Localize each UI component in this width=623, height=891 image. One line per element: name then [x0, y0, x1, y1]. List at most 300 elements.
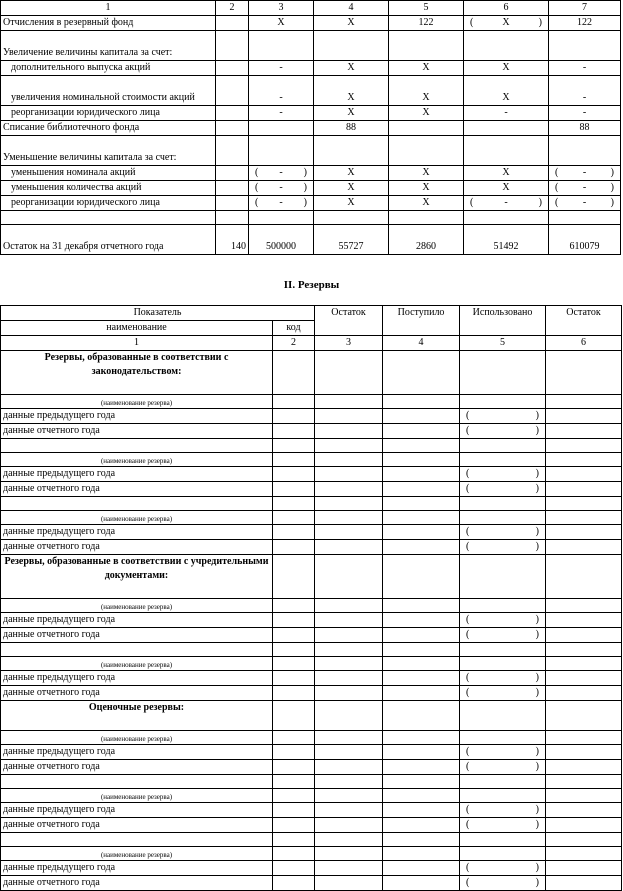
cell: X — [464, 76, 549, 106]
cell — [383, 803, 460, 818]
cell — [383, 409, 460, 424]
table-row — [1, 181, 621, 196]
table-row — [1, 525, 622, 540]
cell — [315, 643, 383, 657]
prev-year-label: данные предыдущего года — [1, 861, 273, 876]
cell — [546, 453, 622, 467]
cell: X — [464, 166, 549, 181]
cell: X — [389, 76, 464, 106]
cell — [273, 439, 315, 453]
prev-year-label: данные предыдущего года — [1, 409, 273, 424]
total-row — [1, 225, 621, 255]
col-header: 3 — [249, 1, 314, 16]
cell — [315, 525, 383, 540]
group-title: Резервы, образованные в соответствии с учредительными документами: — [1, 555, 273, 599]
used-cell: ( ) — [460, 424, 546, 439]
cell — [546, 482, 622, 497]
cell — [273, 657, 315, 671]
prev-year-label: данные предыдущего года — [1, 525, 273, 540]
reserve-name-hint: (наименование резерва) — [1, 511, 273, 525]
cell — [315, 657, 383, 671]
cell: ( - ) — [249, 166, 314, 181]
cell — [273, 833, 315, 847]
table-row — [1, 439, 622, 453]
table-row — [1, 671, 622, 686]
cell: ( - ) — [549, 166, 621, 181]
used-cell: ( ) — [460, 745, 546, 760]
cell — [546, 671, 622, 686]
section-title: II. Резервы — [283, 279, 340, 291]
cell — [273, 628, 315, 643]
col-number: 6 — [546, 336, 622, 351]
cell — [273, 847, 315, 861]
cell — [315, 467, 383, 482]
cell — [460, 833, 546, 847]
cell: X — [314, 106, 389, 121]
cell — [460, 599, 546, 613]
table-row — [1, 847, 622, 861]
used-cell: ( ) — [460, 613, 546, 628]
cell — [273, 599, 315, 613]
balance-start-header: Остаток — [315, 306, 383, 336]
cell — [273, 525, 315, 540]
used-cell: ( ) — [460, 760, 546, 775]
cell: X — [389, 181, 464, 196]
code-header: код — [273, 321, 315, 336]
cell — [315, 555, 383, 599]
cell — [546, 613, 622, 628]
group-title: Резервы, образованные в соответствии с законодательством: — [1, 351, 273, 395]
cell — [273, 540, 315, 555]
cell — [315, 409, 383, 424]
cell — [315, 395, 383, 409]
cell — [315, 497, 383, 511]
curr-year-label: данные отчетного года — [1, 540, 273, 555]
col-number: 5 — [460, 336, 546, 351]
cell — [460, 511, 546, 525]
cell — [383, 643, 460, 657]
cell — [546, 745, 622, 760]
cell — [383, 497, 460, 511]
code-cell: 140 — [216, 225, 249, 255]
cell — [460, 847, 546, 861]
cell — [383, 775, 460, 789]
reserve-name-hint: (наименование резерва) — [1, 453, 273, 467]
curr-year-label: данные отчетного года — [1, 686, 273, 701]
cell — [383, 599, 460, 613]
reserve-name-hint: (наименование резерва) — [1, 789, 273, 803]
cell — [546, 861, 622, 876]
table-row — [1, 731, 622, 745]
cell — [273, 775, 315, 789]
curr-year-label: данные отчетного года — [1, 482, 273, 497]
table-row — [1, 701, 622, 731]
reserve-name-hint: (наименование резерва) — [1, 731, 273, 745]
cell — [1, 643, 273, 657]
col-number: 2 — [273, 336, 315, 351]
used-cell: ( ) — [460, 482, 546, 497]
row-label: дополнительного выпуска акций — [1, 61, 216, 76]
indicator-header: Показатель — [1, 306, 315, 321]
cell: X — [389, 106, 464, 121]
col-header: 1 — [1, 1, 216, 16]
table-row — [1, 613, 622, 628]
reserve-name-hint: (наименование резерва) — [1, 395, 273, 409]
cell — [273, 497, 315, 511]
cell — [546, 409, 622, 424]
cell — [273, 555, 315, 599]
cell — [315, 599, 383, 613]
cell — [546, 803, 622, 818]
used-cell: ( ) — [460, 818, 546, 833]
cell — [315, 818, 383, 833]
used-cell: ( ) — [460, 467, 546, 482]
cell — [546, 701, 622, 731]
cell — [273, 671, 315, 686]
cell: - — [549, 76, 621, 106]
table-row — [1, 540, 622, 555]
col-header: 7 — [549, 1, 621, 16]
spacer-row — [1, 211, 621, 225]
cell — [273, 482, 315, 497]
cell: X — [314, 196, 389, 211]
cell — [546, 643, 622, 657]
cell — [383, 555, 460, 599]
cell: X — [314, 61, 389, 76]
cell: - — [549, 61, 621, 76]
cell — [460, 351, 546, 395]
cell — [273, 395, 315, 409]
cell — [460, 395, 546, 409]
cell: ( - ) — [249, 196, 314, 211]
cell — [383, 671, 460, 686]
cell — [273, 453, 315, 467]
cell — [273, 686, 315, 701]
used-cell: ( ) — [460, 409, 546, 424]
cell: 500000 — [249, 225, 314, 255]
cell — [460, 439, 546, 453]
reserve-name-hint: (наименование резерва) — [1, 847, 273, 861]
cell — [383, 467, 460, 482]
cell — [383, 745, 460, 760]
cell — [315, 775, 383, 789]
table-row — [1, 511, 622, 525]
row-label: Отчисления в резервный фонд — [1, 16, 216, 31]
table-row — [1, 121, 621, 136]
col-number: 4 — [383, 336, 460, 351]
cell — [383, 701, 460, 731]
cell — [383, 540, 460, 555]
cell — [315, 511, 383, 525]
cell — [315, 731, 383, 745]
table-row — [1, 136, 621, 166]
table-row — [1, 16, 621, 31]
reserve-name-hint: (наименование резерва) — [1, 657, 273, 671]
col-number: 3 — [315, 336, 383, 351]
cell — [315, 876, 383, 891]
cell: - — [464, 106, 549, 121]
col-header: 5 — [389, 1, 464, 16]
cell — [383, 453, 460, 467]
table-row — [1, 760, 622, 775]
header-row — [1, 1, 621, 16]
cell: - — [549, 106, 621, 121]
cell — [315, 861, 383, 876]
table-row — [1, 106, 621, 121]
cell — [273, 731, 315, 745]
row-label: реорганизации юридического лица — [1, 106, 216, 121]
cell — [383, 482, 460, 497]
row-label: уменьшения номинала акций — [1, 166, 216, 181]
cell: 51492 — [464, 225, 549, 255]
table-row — [1, 599, 622, 613]
cell: X — [314, 76, 389, 106]
cell — [383, 628, 460, 643]
cell — [546, 760, 622, 775]
cell: 2860 — [389, 225, 464, 255]
table-row — [1, 876, 622, 891]
cell — [273, 789, 315, 803]
cell: 122 — [389, 16, 464, 31]
cell — [546, 833, 622, 847]
table-row — [1, 497, 622, 511]
table-row — [1, 657, 622, 671]
row-label: увеличения номинальной стоимости акций — [1, 76, 216, 106]
used-cell: ( ) — [460, 686, 546, 701]
cell — [273, 803, 315, 818]
cell — [315, 671, 383, 686]
cell — [546, 686, 622, 701]
cell — [273, 760, 315, 775]
cell — [315, 686, 383, 701]
cell — [273, 467, 315, 482]
table-row — [1, 555, 622, 599]
table-row — [1, 686, 622, 701]
cell — [1, 775, 273, 789]
row-label: Остаток на 31 декабря отчетного года — [1, 225, 216, 255]
cell: X — [314, 181, 389, 196]
received-header: Поступило — [383, 306, 460, 336]
cell — [460, 701, 546, 731]
reserves-table — [0, 305, 622, 891]
prev-year-label: данные предыдущего года — [1, 745, 273, 760]
cell — [546, 424, 622, 439]
cell: ( - ) — [549, 196, 621, 211]
name-header: наименование — [1, 321, 273, 336]
table-row — [1, 409, 622, 424]
cell: - — [249, 76, 314, 106]
cell — [546, 351, 622, 395]
cell — [315, 833, 383, 847]
prev-year-label: данные предыдущего года — [1, 467, 273, 482]
curr-year-label: данные отчетного года — [1, 876, 273, 891]
cell — [273, 409, 315, 424]
cell — [315, 760, 383, 775]
cell — [383, 439, 460, 453]
cell — [460, 657, 546, 671]
prev-year-label: данные предыдущего года — [1, 671, 273, 686]
cell: X — [314, 166, 389, 181]
cell — [460, 731, 546, 745]
row-label: Уменьшение величины капитала за счет: — [1, 136, 216, 166]
used-header: Использовано — [460, 306, 546, 336]
used-cell: ( ) — [460, 671, 546, 686]
row-label: реорганизации юридического лица — [1, 196, 216, 211]
cell — [273, 643, 315, 657]
table-row — [1, 76, 621, 106]
cell — [1, 497, 273, 511]
used-cell: ( ) — [460, 803, 546, 818]
table-row — [1, 31, 621, 61]
cell — [460, 775, 546, 789]
used-cell: ( ) — [460, 861, 546, 876]
cell — [383, 833, 460, 847]
cell — [546, 657, 622, 671]
cell: 88 — [314, 121, 389, 136]
table-row — [1, 395, 622, 409]
cell — [546, 628, 622, 643]
cell — [546, 731, 622, 745]
cell — [383, 351, 460, 395]
cell — [1, 833, 273, 847]
cell — [315, 628, 383, 643]
capital-changes-table — [0, 0, 621, 255]
cell — [546, 876, 622, 891]
cell — [315, 482, 383, 497]
cell — [383, 731, 460, 745]
prev-year-label: данные предыдущего года — [1, 613, 273, 628]
cell — [546, 467, 622, 482]
cell — [315, 613, 383, 628]
cell — [315, 803, 383, 818]
cell: X — [389, 196, 464, 211]
cell — [460, 555, 546, 599]
cell — [315, 789, 383, 803]
table-row — [1, 424, 622, 439]
cell — [546, 511, 622, 525]
table-row — [1, 775, 622, 789]
cell — [315, 439, 383, 453]
cell — [315, 701, 383, 731]
cell — [383, 847, 460, 861]
cell — [546, 540, 622, 555]
balance-end-header: Остаток — [546, 306, 622, 336]
table-row — [1, 833, 622, 847]
cell — [383, 876, 460, 891]
cell: X — [389, 61, 464, 76]
curr-year-label: данные отчетного года — [1, 760, 273, 775]
row-label: Увеличение величины капитала за счет: — [1, 31, 216, 61]
table-row — [1, 745, 622, 760]
cell — [383, 511, 460, 525]
col-number: 1 — [1, 336, 273, 351]
cell — [383, 395, 460, 409]
used-cell: ( ) — [460, 525, 546, 540]
cell — [383, 686, 460, 701]
cell — [273, 876, 315, 891]
cell: 88 — [549, 121, 621, 136]
cell — [273, 351, 315, 395]
cell: 122 — [549, 16, 621, 31]
cell: ( X ) — [464, 16, 549, 31]
cell — [383, 424, 460, 439]
cell — [546, 599, 622, 613]
cell — [273, 613, 315, 628]
cell — [315, 424, 383, 439]
cell: ( - ) — [464, 196, 549, 211]
cell — [546, 525, 622, 540]
cell — [315, 540, 383, 555]
curr-year-label: данные отчетного года — [1, 424, 273, 439]
col-header: 2 — [216, 1, 249, 16]
cell: 55727 — [314, 225, 389, 255]
table-row — [1, 789, 622, 803]
cell — [315, 745, 383, 760]
cell — [273, 701, 315, 731]
cell — [383, 525, 460, 540]
table-row — [1, 482, 622, 497]
cell — [383, 760, 460, 775]
col-header: 6 — [464, 1, 549, 16]
cell: 610079 — [549, 225, 621, 255]
cell: X — [389, 166, 464, 181]
used-cell: ( ) — [460, 628, 546, 643]
cell — [546, 395, 622, 409]
cell — [383, 789, 460, 803]
cell — [383, 657, 460, 671]
col-header: 4 — [314, 1, 389, 16]
cell — [546, 555, 622, 599]
cell: X — [464, 61, 549, 76]
cell — [460, 789, 546, 803]
cell — [460, 453, 546, 467]
cell — [315, 351, 383, 395]
cell: X — [314, 16, 389, 31]
cell — [546, 497, 622, 511]
used-cell: ( ) — [460, 876, 546, 891]
curr-year-label: данные отчетного года — [1, 818, 273, 833]
curr-year-label: данные отчетного года — [1, 628, 273, 643]
code-cell — [216, 16, 249, 31]
cell — [1, 439, 273, 453]
cell — [273, 424, 315, 439]
cell — [315, 453, 383, 467]
cell: ( - ) — [249, 181, 314, 196]
cell — [315, 847, 383, 861]
table-row — [1, 803, 622, 818]
cell — [273, 511, 315, 525]
cell: - — [249, 61, 314, 76]
cell: X — [249, 16, 314, 31]
table-row — [1, 61, 621, 76]
table-row — [1, 643, 622, 657]
used-cell: ( ) — [460, 540, 546, 555]
table-row — [1, 861, 622, 876]
cell — [460, 643, 546, 657]
cell — [383, 861, 460, 876]
table-row — [1, 166, 621, 181]
cell — [546, 847, 622, 861]
reserve-name-hint: (наименование резерва) — [1, 599, 273, 613]
cell: X — [464, 181, 549, 196]
cell: ( - ) — [549, 181, 621, 196]
table-row — [1, 453, 622, 467]
cell — [273, 818, 315, 833]
table-row — [1, 467, 622, 482]
table-row — [1, 818, 622, 833]
row-label: Списание библиотечного фонда — [1, 121, 216, 136]
cell — [546, 818, 622, 833]
